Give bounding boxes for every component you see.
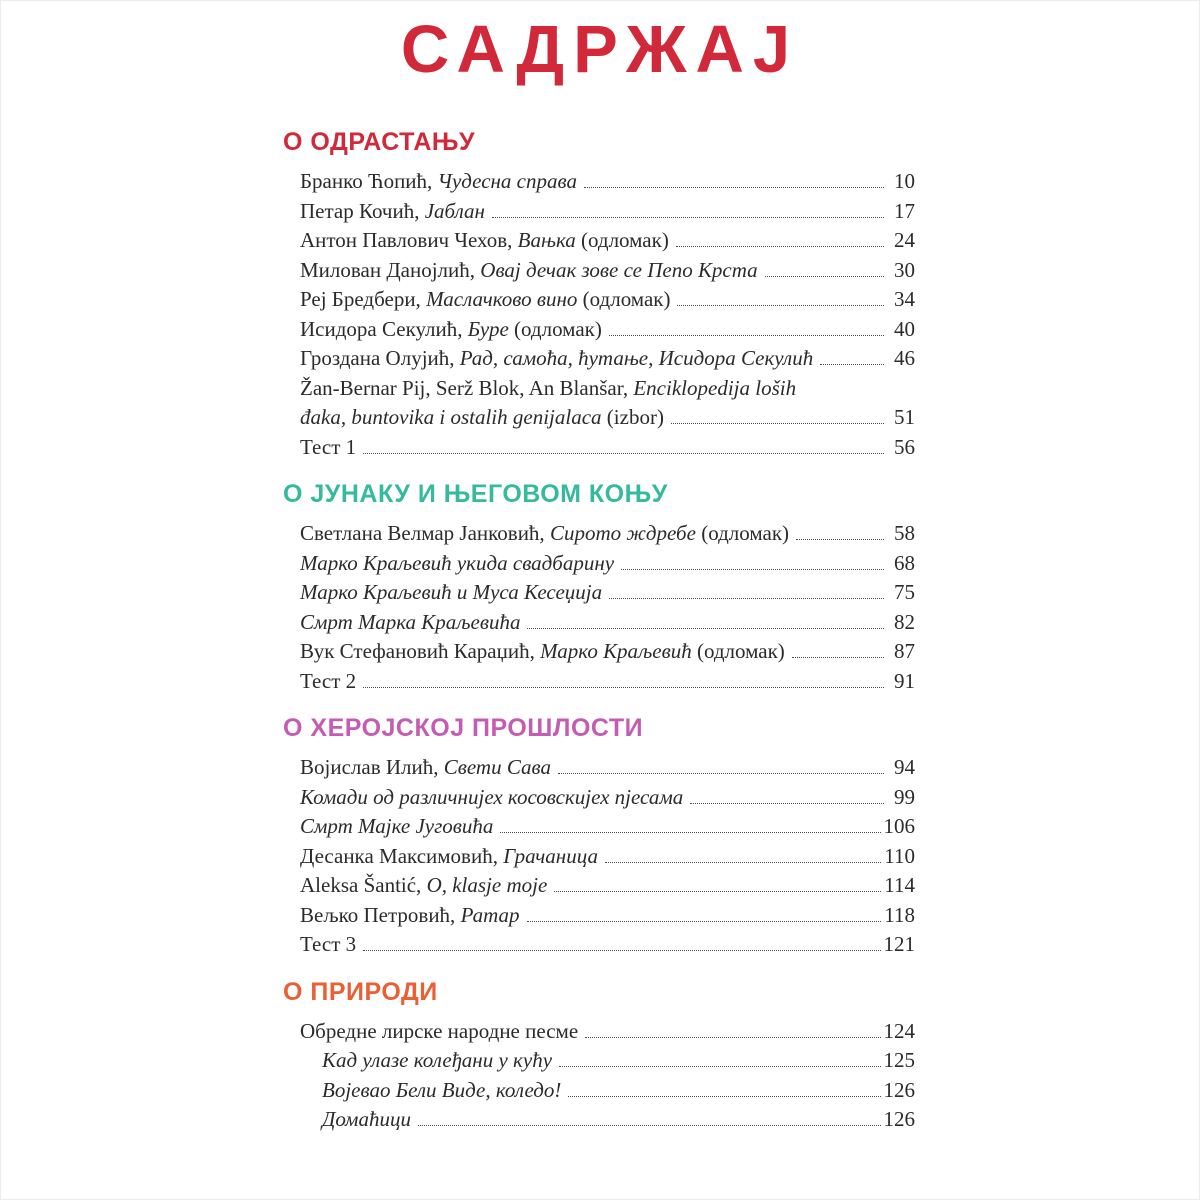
toc-entry — [283, 753, 915, 783]
page-number: 125 — [883, 1048, 915, 1072]
page-number: 121 — [883, 932, 915, 956]
dot-leader — [363, 453, 884, 454]
entry-text: Антон Павлович Чехов, Вањка (одломак) — [300, 228, 669, 252]
page-number: 126 — [883, 1107, 915, 1131]
toc-entry — [283, 197, 915, 227]
dot-leader — [527, 921, 882, 922]
entry-text: Aleksa Šantić, O, klasje moje — [300, 873, 548, 897]
page-number: 40 — [894, 316, 915, 341]
dot-leader — [568, 1096, 880, 1097]
page-number: 91 — [894, 668, 915, 693]
page-number: 34 — [894, 287, 915, 311]
dot-leader — [605, 862, 881, 863]
entry-text: Исидора Секулић, Буре (одломак) — [300, 316, 602, 341]
toc-entry — [283, 403, 915, 433]
toc-entry — [283, 167, 915, 197]
entry-text: Војевао Бели Виде, коледо! — [322, 1077, 562, 1102]
entry-text: Гроздана Олујић, Рад, самоћа, ћутање, Исидора Секулић — [300, 346, 814, 370]
dot-leader — [500, 832, 880, 833]
toc-entry — [283, 1076, 915, 1106]
page-number: 46 — [894, 346, 915, 370]
dot-leader — [609, 335, 884, 336]
entry-text: Žan-Bernar Pij, Serž Blok, An Blanšar, Enciklopedija loših — [300, 375, 797, 400]
dot-leader — [677, 305, 884, 306]
toc-entry — [283, 226, 915, 256]
dot-leader — [418, 1125, 881, 1126]
entry-text: Тест 2 — [300, 668, 357, 693]
entry-text: Тест 3 — [300, 932, 357, 956]
toc-entry — [283, 637, 915, 667]
dot-leader — [796, 539, 884, 540]
dot-leader — [820, 364, 884, 365]
page-number: 68 — [894, 550, 915, 575]
page-number: 118 — [884, 902, 915, 927]
toc-sections — [283, 128, 915, 1135]
page-number: 56 — [894, 434, 915, 459]
dot-leader — [558, 773, 884, 774]
toc-entry — [283, 519, 915, 549]
entry-text: Смрт Мајке Југовића — [300, 814, 494, 838]
toc-entry — [283, 842, 915, 872]
section-heading-o-junaku-i-njegovom-konju: О ЈУНАКУ И ЊЕГОВОМ КОЊУ — [283, 480, 668, 508]
dot-leader — [554, 891, 881, 892]
page-number: 24 — [894, 228, 915, 252]
entry-text: Светлана Велмар Јанковић, Сирото ждребе (одломак) — [300, 521, 790, 545]
page-number: 82 — [894, 609, 915, 634]
page-number: 124 — [883, 1018, 915, 1043]
entry-text: Војислав Илић, Свети Сава — [300, 755, 551, 779]
page-number: 58 — [894, 521, 915, 545]
dot-leader — [584, 187, 884, 188]
entry-text: đaka, buntovika i ostalih genijalaca (izbor) — [300, 405, 664, 429]
page-number: 87 — [894, 639, 915, 663]
toc-entry — [283, 549, 915, 579]
toc-entry — [283, 1105, 915, 1135]
entry-text: Тест 1 — [300, 434, 357, 459]
entry-text: Десанка Максимовић, Грачаница — [300, 843, 598, 868]
page-number: 30 — [894, 257, 915, 282]
dot-leader — [585, 1037, 880, 1038]
entry-text: Кад улазе колеђани у кућу — [322, 1048, 553, 1072]
toc-entry — [283, 374, 915, 404]
entry-text: Бранко Ћопић, Чудесна справа — [300, 169, 577, 193]
dot-leader — [792, 657, 884, 658]
page-number: 10 — [894, 169, 915, 193]
section-heading-o-herojskoj-proslosti: О ХЕРОЈСКОЈ ПРОШЛОСТИ — [283, 714, 644, 742]
entry-text: Реј Бредбери, Маслачково вино (одломак) — [300, 287, 671, 311]
entry-text: Марко Краљевић укида свадбарину — [300, 550, 615, 575]
entry-text: Домаћици — [322, 1107, 411, 1131]
dot-leader — [609, 598, 884, 599]
page-number: 114 — [884, 873, 915, 897]
page-number: 110 — [884, 843, 915, 868]
entry-text: Петар Кочић, Јаблан — [300, 198, 485, 223]
entry-text: Вељко Петровић, Ратар — [300, 902, 520, 927]
toc-entry — [283, 930, 915, 960]
dot-leader — [765, 276, 884, 277]
toc-entry — [283, 812, 915, 842]
toc-entry — [283, 285, 915, 315]
toc-entry — [283, 871, 915, 901]
dot-leader — [676, 246, 884, 247]
section-heading-o-prirodi: О ПРИРОДИ — [283, 977, 438, 1006]
dot-leader — [671, 423, 884, 424]
page-number: 51 — [894, 405, 915, 429]
toc-entry — [283, 315, 915, 345]
entry-text: Милован Данојлић, Овај дечак зове се Пепо Крста — [300, 257, 758, 282]
dot-leader — [527, 628, 884, 629]
dot-leader — [559, 1066, 880, 1067]
toc-entry — [283, 901, 915, 931]
page-title: САДРЖАЈ — [400, 12, 800, 87]
toc-entry — [283, 1046, 915, 1076]
toc-entry — [283, 344, 915, 374]
page-number: 126 — [883, 1077, 915, 1102]
toc-entry — [283, 608, 915, 638]
toc-entry — [283, 433, 915, 463]
entry-text: Марко Краљевић и Муса Кесеџија — [300, 580, 603, 604]
toc-entry — [283, 667, 915, 697]
dot-leader — [363, 950, 880, 951]
section-heading-o-odrastanju: О ОДРАСТАЊУ — [283, 128, 476, 156]
entry-text: Комади од различнијех косовскијех пјесама — [300, 784, 684, 809]
entry-text: Вук Стефановић Караџић, Марко Краљевић (одломак) — [300, 639, 785, 663]
page-number: 94 — [894, 755, 915, 779]
toc-entry — [283, 256, 915, 286]
entry-text: Обредне лирске народне песме — [300, 1018, 579, 1043]
toc-entry — [283, 578, 915, 608]
toc-entry — [283, 1017, 915, 1047]
entry-text: Смрт Марка Краљевића — [300, 609, 521, 634]
page-number: 99 — [894, 784, 915, 809]
toc-entry — [283, 783, 915, 813]
dot-leader — [621, 569, 884, 570]
page-number: 106 — [883, 814, 915, 838]
dot-leader — [363, 687, 884, 688]
page-number: 75 — [894, 580, 915, 604]
page-number: 17 — [894, 198, 915, 223]
dot-leader — [492, 217, 884, 218]
dot-leader — [690, 803, 884, 804]
